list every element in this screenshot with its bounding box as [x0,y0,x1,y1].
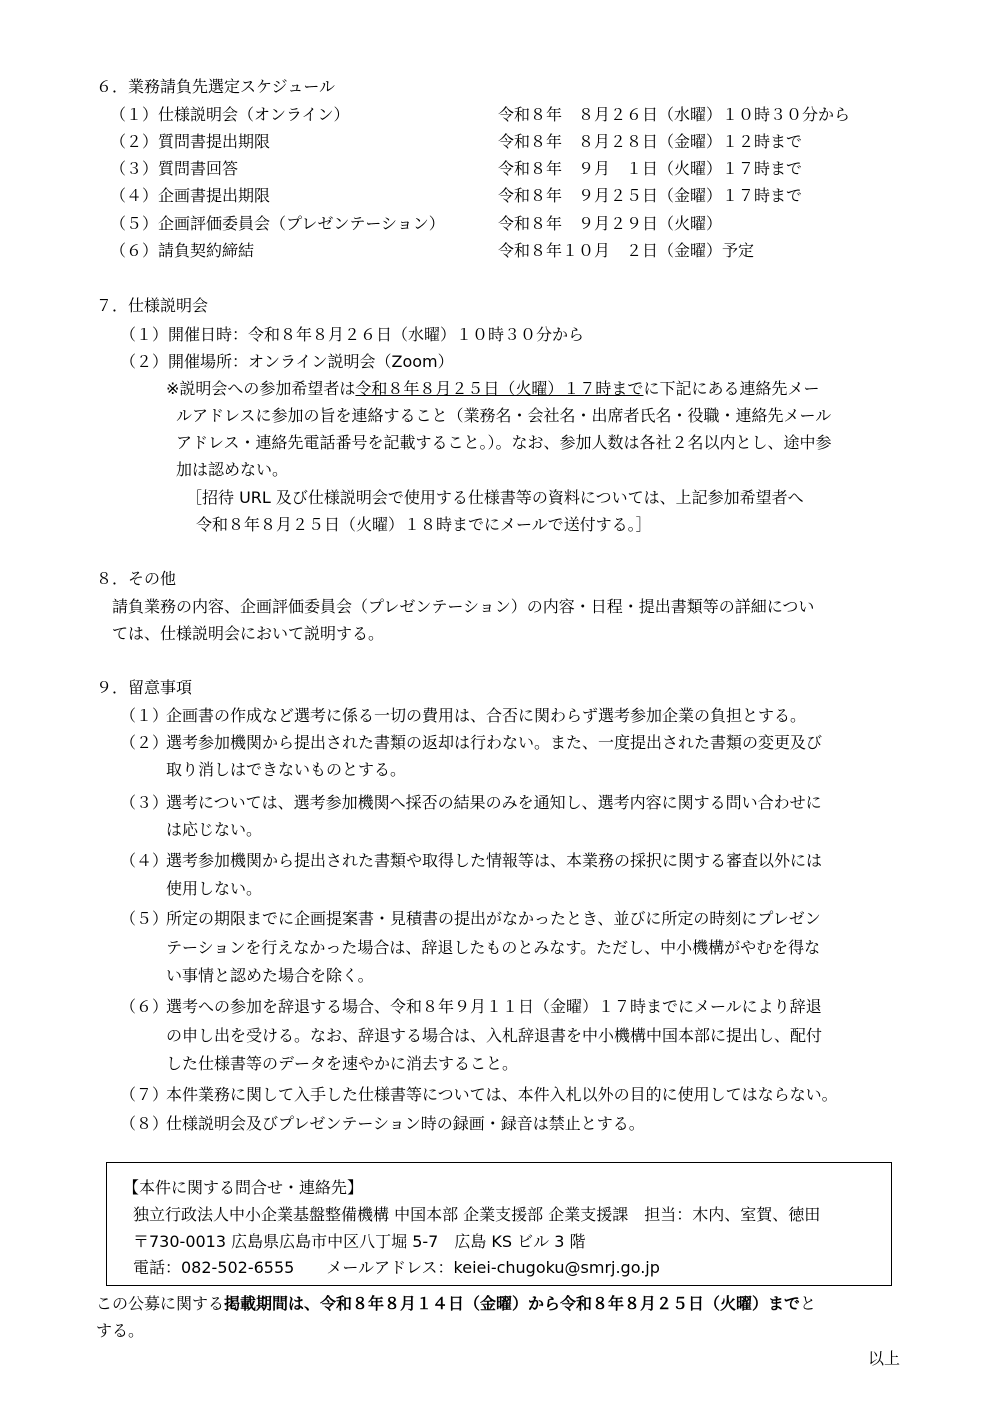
other-text-line: ては、仕様説明会において説明する。 [112,624,385,643]
notice-item-number: （５） [120,909,169,928]
other-text-line: 請負業務の内容、企画評価委員会（プレゼンテーション）の内容・日程・提出書類等の詳細につい [112,597,815,616]
notice-item-number: （６） [120,997,169,1016]
notice-item-line: 取り消しはできないものとする。 [166,760,407,779]
schedule-item-label: （４）企画書提出期限 [110,186,271,205]
section7-heading: ７．仕様説明会 [96,296,209,315]
contact-phone-email: 電話：082-502-6555 メールアドレス：keiei-chugoku@smrj.go.jp [133,1258,660,1277]
posting-period-line2: する。 [96,1321,145,1340]
contact-address: 〒730-0013 広島県広島市中区八丁堀 5-7 広島 KS ビル 3 階 [133,1232,586,1251]
schedule-item-date: 令和８年 ９月 １日（火曜）１７時まで [498,159,803,178]
schedule-item-label: （３）質問書回答 [110,159,239,178]
section9-heading: ９．留意事項 [96,678,193,697]
bracket-note-line: ［招待 URL 及び仕様説明会で使用する仕様書等の資料については、上記参加希望者へ [186,488,804,507]
contact-box [106,1162,892,1286]
schedule-item-date: 令和８年 ８月２６日（水曜）１０時３０分から [498,105,851,124]
posting-period-text: この公募に関する [96,1294,225,1313]
section8-heading: ８．その他 [96,569,177,588]
posting-period-text: と [800,1294,817,1313]
note-text: ※説明会への参加希望者は [166,379,356,398]
section6-heading: ６．業務請負先選定スケジュール [96,77,336,96]
session-place: （２）開催場所：オンライン説明会（Zoom） [120,352,454,371]
note-line: 加は認めない。 [176,460,289,479]
closing-mark: 以上 [868,1349,901,1368]
notice-item-number: （１） [120,706,169,725]
schedule-item-label: （１）仕様説明会（オンライン） [110,105,350,124]
schedule-item-date: 令和８年 ９月２５日（金曜）１７時まで [498,186,803,205]
notice-item-line: 所定の期限までに企画提案書・見積書の提出がなかったとき、並びに所定の時刻にプレゼン [166,909,821,928]
posting-period [96,1291,816,1317]
note-line: ルアドレスに参加の旨を連絡すること（業務名・会社名・出席者氏名・役職・連絡先メール [176,406,832,425]
note-line: アドレス・連絡先電話番号を記載すること。）。なお、参加人数は各社２名以内とし、途中参 [176,433,832,452]
notice-item-line: 選考については、選考参加機関へ採否の結果のみを通知し、選考内容に関する問い合わせに [166,793,822,812]
notice-item-line: 選考への参加を辞退する場合、令和８年９月１１日（金曜）１７時までにメールにより辞退 [166,997,822,1016]
deadline-underlined: 令和８年８月２５日（火曜）１７時まで [355,379,644,398]
participation-note [166,376,819,402]
notice-item-line: した仕様書等のデータを速やかに消去すること。 [166,1054,519,1073]
notice-item-line: 選考参加機関から提出された書類の返却は行わない。また、一度提出された書類の変更及び [166,733,823,752]
bracket-note-line: 令和８年８月２５日（火曜）１８時までにメールで送付する。］ [196,515,652,534]
notice-item-line: 仕様説明会及びプレゼンテーション時の録画・録音は禁止とする。 [166,1114,645,1133]
notice-item-line: テーションを行えなかった場合は、辞退したものとみなす。ただし、中小機構がやむを得な [166,938,821,957]
notice-item-line: 本件業務に関して入手した仕様書等については、本件入札以外の目的に使用してはならない。 [166,1085,838,1104]
session-date: （１）開催日時：令和８年８月２６日（水曜）１０時３０分から [120,325,585,344]
notice-item-line: は応じない。 [166,820,263,839]
notice-item-line: 使用しない。 [166,879,263,898]
notice-item-number: （８） [120,1114,169,1133]
schedule-item-label: （２）質問書提出期限 [110,132,271,151]
schedule-item-date: 令和８年 ８月２８日（金曜）１２時まで [498,132,803,151]
notice-item-number: （４） [120,851,169,870]
note-text: に下記にある連絡先メー [643,379,820,398]
schedule-item-label: （６）請負契約締結 [110,241,255,260]
notice-item-number: （３） [120,793,169,812]
contact-title: 【本件に関する問合せ・連絡先】 [123,1178,364,1197]
schedule-item-label: （５）企画評価委員会（プレゼンテーション） [110,214,445,233]
contact-organization: 独立行政法人中小企業基盤整備機構 中国本部 企業支援部 企業支援課 担当：木内、室賀、徳田 [133,1205,821,1224]
notice-item-line: い事情と認めた場合を除く。 [166,966,374,985]
notice-item-line: 選考参加機関から提出された書類や取得した情報等は、本業務の採択に関する審査以外には [166,851,823,870]
schedule-item-date: 令和８年１０月 ２日（金曜）予定 [498,241,755,260]
notice-item-number: （２） [120,733,169,752]
posting-period-bold: 掲載期間は、令和８年８月１４日（金曜）から令和８年８月２５日（火曜）まで [224,1294,801,1313]
notice-item-line: の申し出を受ける。なお、辞退する場合は、入札辞退書を中小機構中国本部に提出し、配付 [166,1026,823,1045]
notice-item-number: （７） [120,1085,169,1104]
notice-item-line: 企画書の作成など選考に係る一切の費用は、合否に関わらず選考参加企業の負担とする。 [166,706,807,725]
schedule-item-date: 令和８年 ９月２９日（火曜） [498,214,723,233]
